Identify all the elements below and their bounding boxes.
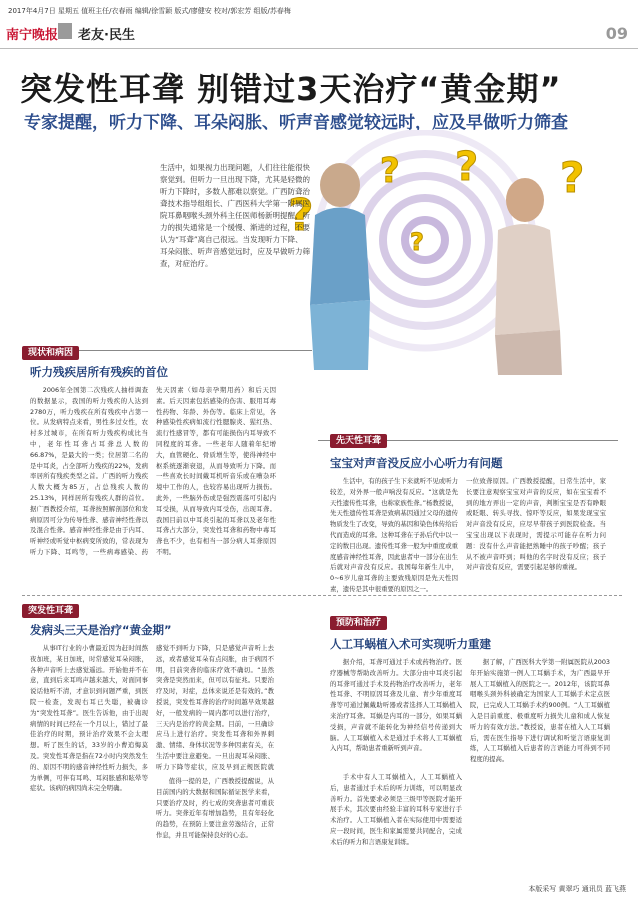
section-tag-congenital: 先天性耳聋 bbox=[330, 434, 387, 448]
article-column: 手术中有人工耳蜗植入，人工耳蜗植入后，患者通过手术后的听力训练，可以明显改善听力。首先要求必须是三级甲等医院才能开展手术，其次要由经验丰富的耳科专家进行手术治疗。人工耳蜗植入者在实际使用中需要适应一段时间，医生和家属需要共同配合，完成术后的听力和言语康复训练。 bbox=[330, 773, 462, 846]
page-number: 09 bbox=[605, 24, 628, 43]
subheadline: 专家提醒，听力下降、耳朵闷胀、听声音感觉较远时，应及早做听力筛查 bbox=[24, 113, 568, 133]
article-column: 感觉不到听力下降，只是感觉声音听上去远，或者感觉耳朵有点闷胀，由于病因不明，目前突聋的临床疗效不确切。“虽然突聋是突然而来，但可以有征兆。只要治疗及时，对症，总体来说还是有效的。”教授说，突发性耳聋的治疗时间越早效果越好，一般发病的一周内都可以进行治疗，三天内是治疗的黄金期。目前，一旦确诊应马上进行治疗。突发性耳聋和外界刺激、情绪、身体状况等多种因素有关，在生活中要注意避免。一旦出现耳朵闷胀、听力下降等症状，应及早到正规医院就 bbox=[156, 644, 274, 771]
svg-text:?: ? bbox=[560, 153, 585, 202]
article-column: 一位致聋原因。广西教授提醒，日常生活中，家长要注意观察宝宝对声音的反应，如在宝宝看不到的地方弄出一定的声音，判断宝宝是否有睁眼或眨眼、转头寻找、惊吓等反应，如果发现宝宝对声音没有反应，应尽早带孩子到医院检查。当宝宝出现以下表现时，需提示可能存在听力问题：没有什么声音能把熟睡中的孩子吵醒；孩子从不被声音吓到；叫他的名字时没有反应；孩子对声音没有反应，需要引起足够的重视。 bbox=[466, 477, 606, 572]
newspaper-logo: 南宁晚报 bbox=[6, 28, 59, 43]
article-column: 值得一提的是，广西教授提醒说，从目前国内的大数据和国际循证医学来看，只要治疗及时，约七成的突聋患者可重获听力。突聋近年有增加趋势，且有年轻化的趋势，在预防上要注意劳逸结合，正常作息，并且可能保持良好的心态。 bbox=[156, 777, 274, 839]
section-tag-status: 现状和病因 bbox=[22, 346, 79, 360]
article-column: 据介绍，耳聋可通过手术或药物治疗。医疗器械等帮助改善听力。大部分由中耳炎引起的耳聋可通过手术及药物治疗改善听力，老年性耳聋、不明原因耳聋及儿童、青少年重度耳聋等可通过佩戴助听器或者选择人工耳蜗植入来治疗耳聋。耳蜗是内耳的一部分，如果耳蜗受损，声音就不能转化为神经信号传递到大脑。人工耳蜗植入术是通过手术将人工耳蜗植入内耳，帮助患者重新听到声音。 bbox=[330, 658, 462, 753]
section-divider bbox=[22, 595, 622, 596]
svg-text:?: ? bbox=[288, 190, 314, 241]
section-name: 老友·民生 bbox=[78, 28, 135, 43]
svg-text:?: ? bbox=[410, 228, 424, 256]
svg-text:?: ? bbox=[380, 151, 400, 191]
intro-paragraph: 生活中，如果视力出现问题，人们往往能很快察觉到。但听力一旦出现下降，尤其是轻微的听力下降时，多数人都难以察觉。广西防聋治聋技术指导组组长、广西医科大学第一附属医院耳鼻咽喉头颈外科主任医师杨新明提醒，听力的损失通常是一个缓慢、渐进的过程，不要认为“耳聋”离自己很远。当发现听力下降、耳朵闷胀、听声音感觉远时，应及早做听力筛查，对症治疗。 bbox=[160, 163, 310, 268]
article-column: 据了解，广西医科大学第一附属医院从2003年开始实施第一例人工耳蜗手术，为广西最早开展人工耳蜗植入的医院之一。2012年，该院耳鼻咽喉头颈外科被确定为国家人工耳蜗手术定点医院，已完成人工耳蜗手术约900例。“人工耳蜗植入是目前重度、极重度听力损失儿童和成人恢复听力的有效方法。”教授说，患者在植入人工耳蜗后，需在医生指导下进行调试和听觉言语康复训练，人工耳蜗植入后患者的言语能力可得到不同程度的提高。 bbox=[470, 658, 610, 764]
headline: 突发性耳聋 别错过3天治疗“黄金期” bbox=[20, 70, 562, 108]
svg-text:?: ? bbox=[455, 144, 479, 190]
byline-footer: 本版采写 黄翠巧 通讯员 蓝飞燕 bbox=[528, 885, 626, 893]
article-column: 先天因素（如母亲孕期用药）和后天因素。后天因素包括感染的伤害、服用耳毒性药物、年龄、外伤等。临床上常见，各种感染性疾病如流行性腮腺炎、猩红热、流行性感冒等，都有可能损伤内耳导致不同程度的耳聋。一些老年人随着年纪增大，血管硬化、骨质增生等，使得神经中枢系统逐渐衰退，从而导致听力下降。而一些喜欢长时间戴耳机听音乐或在嘈杂环境中工作的人，也较容易出现听力损伤。此外，一些脑外伤或是强烈震荡可引起内耳受损，从而导致内耳受伤，出现耳聋。我国目前以中耳炎引起的耳聋以及老年性耳聋占大部分，突发性耳聋和药物中毒耳聋也不少，也有相当一部分病人耳聋原因不明。 bbox=[156, 386, 276, 556]
person-left bbox=[310, 163, 370, 370]
section-tag-prevention: 预防和治疗 bbox=[330, 616, 387, 630]
section-title-congenital: 宝宝对声音没反应小心听力有问题 bbox=[330, 456, 503, 470]
section-title-prevention: 人工耳蜗植入术可实现听力重建 bbox=[330, 637, 491, 651]
page-topline: 2017年4月7日 星期五 值班主任/衣春雨 编辑/徐雪颖 版式/廖健安 校对/郭宏芳 组版/苏春梅 bbox=[8, 7, 291, 15]
section-tag-sudden-deafness: 突发性耳聋 bbox=[22, 604, 79, 618]
section-marker bbox=[58, 23, 72, 39]
section-title-sudden-deafness: 发病头三天是治疗“黄金期” bbox=[30, 623, 172, 637]
article-column: 从事IT行业的小曹最近因为赶时间熬夜加班，某日加班，时常感觉耳朵闷胀，各种声音听上去感觉遥远。开始他并不在意，直到后来耳鸣声越来越大，对面同事说话他听不清，才意识到问题严重，到医院一检查，发现右耳已失聪，被确诊为“突发性耳聋”。医生告诉他，由于出现病情的时间已经在一个月以上，错过了最佳治疗的时期，预计治疗效果不会太理想。听了医生的话，33岁的小曹追悔莫及。突发性耳聋是指在72小时内突然发生的、原因不明的感音神经性听力损失，多为单侧，可伴有耳鸣、耳闷胀感和眩晕等症状。该病的病因尚未完全明确。 bbox=[30, 644, 148, 793]
article-column: 生活中，有的孩子生下来就听不见或听力较差，对外界一般声响没有反应。“这就是先天性遗传性耳聋，也称家族性聋。”杨教授说，先天性遗传性耳聋是致病基因通过父母的遗传物质发生了改变，导致的基因和染色体传给后代而造成的耳聋。这种耳聋在子孙后代中以一定的数目出现。遗传性耳聋一般为中重度或重度感音神经性耳聋，因此患者中一部分在出生后就对声音没有反应。我国每年新生儿中，0~6岁儿童耳聋的主要致残原因是先天性因素，遗传是其中很重要的原因之一。 bbox=[330, 477, 458, 593]
section-title-status: 听力残疾居所有残疾的首位 bbox=[30, 365, 168, 379]
article-column: 2006年全国第二次残疾人抽样调查的数据显示，我国的听力残疾的人达到2780万，听力残疾在所有残疾中占第一位。从发病特点来看，男性多过女性，农村多过城市，在所有听力残疾构成比当中，老年性耳聋占耳聋总人数的66.87%，是最大的一类；位居第二名的是中耳炎，占全部听力残疾的22%，发病率居所有残疾类型之首。广西的听力残疾人数大概为85万，占总残疾人数的25.13%，同样居所有残疾人群的首位。据广西教授介绍，耳聋按照解剖部位和发病原因可分为传导性聋、感音神经性聋以及混合性聋。感音神经性聋是由于内耳、听神经或听觉中枢病变所致的，常表现为听力下降、耳鸣等，一些病毒感染、药 bbox=[30, 386, 148, 556]
